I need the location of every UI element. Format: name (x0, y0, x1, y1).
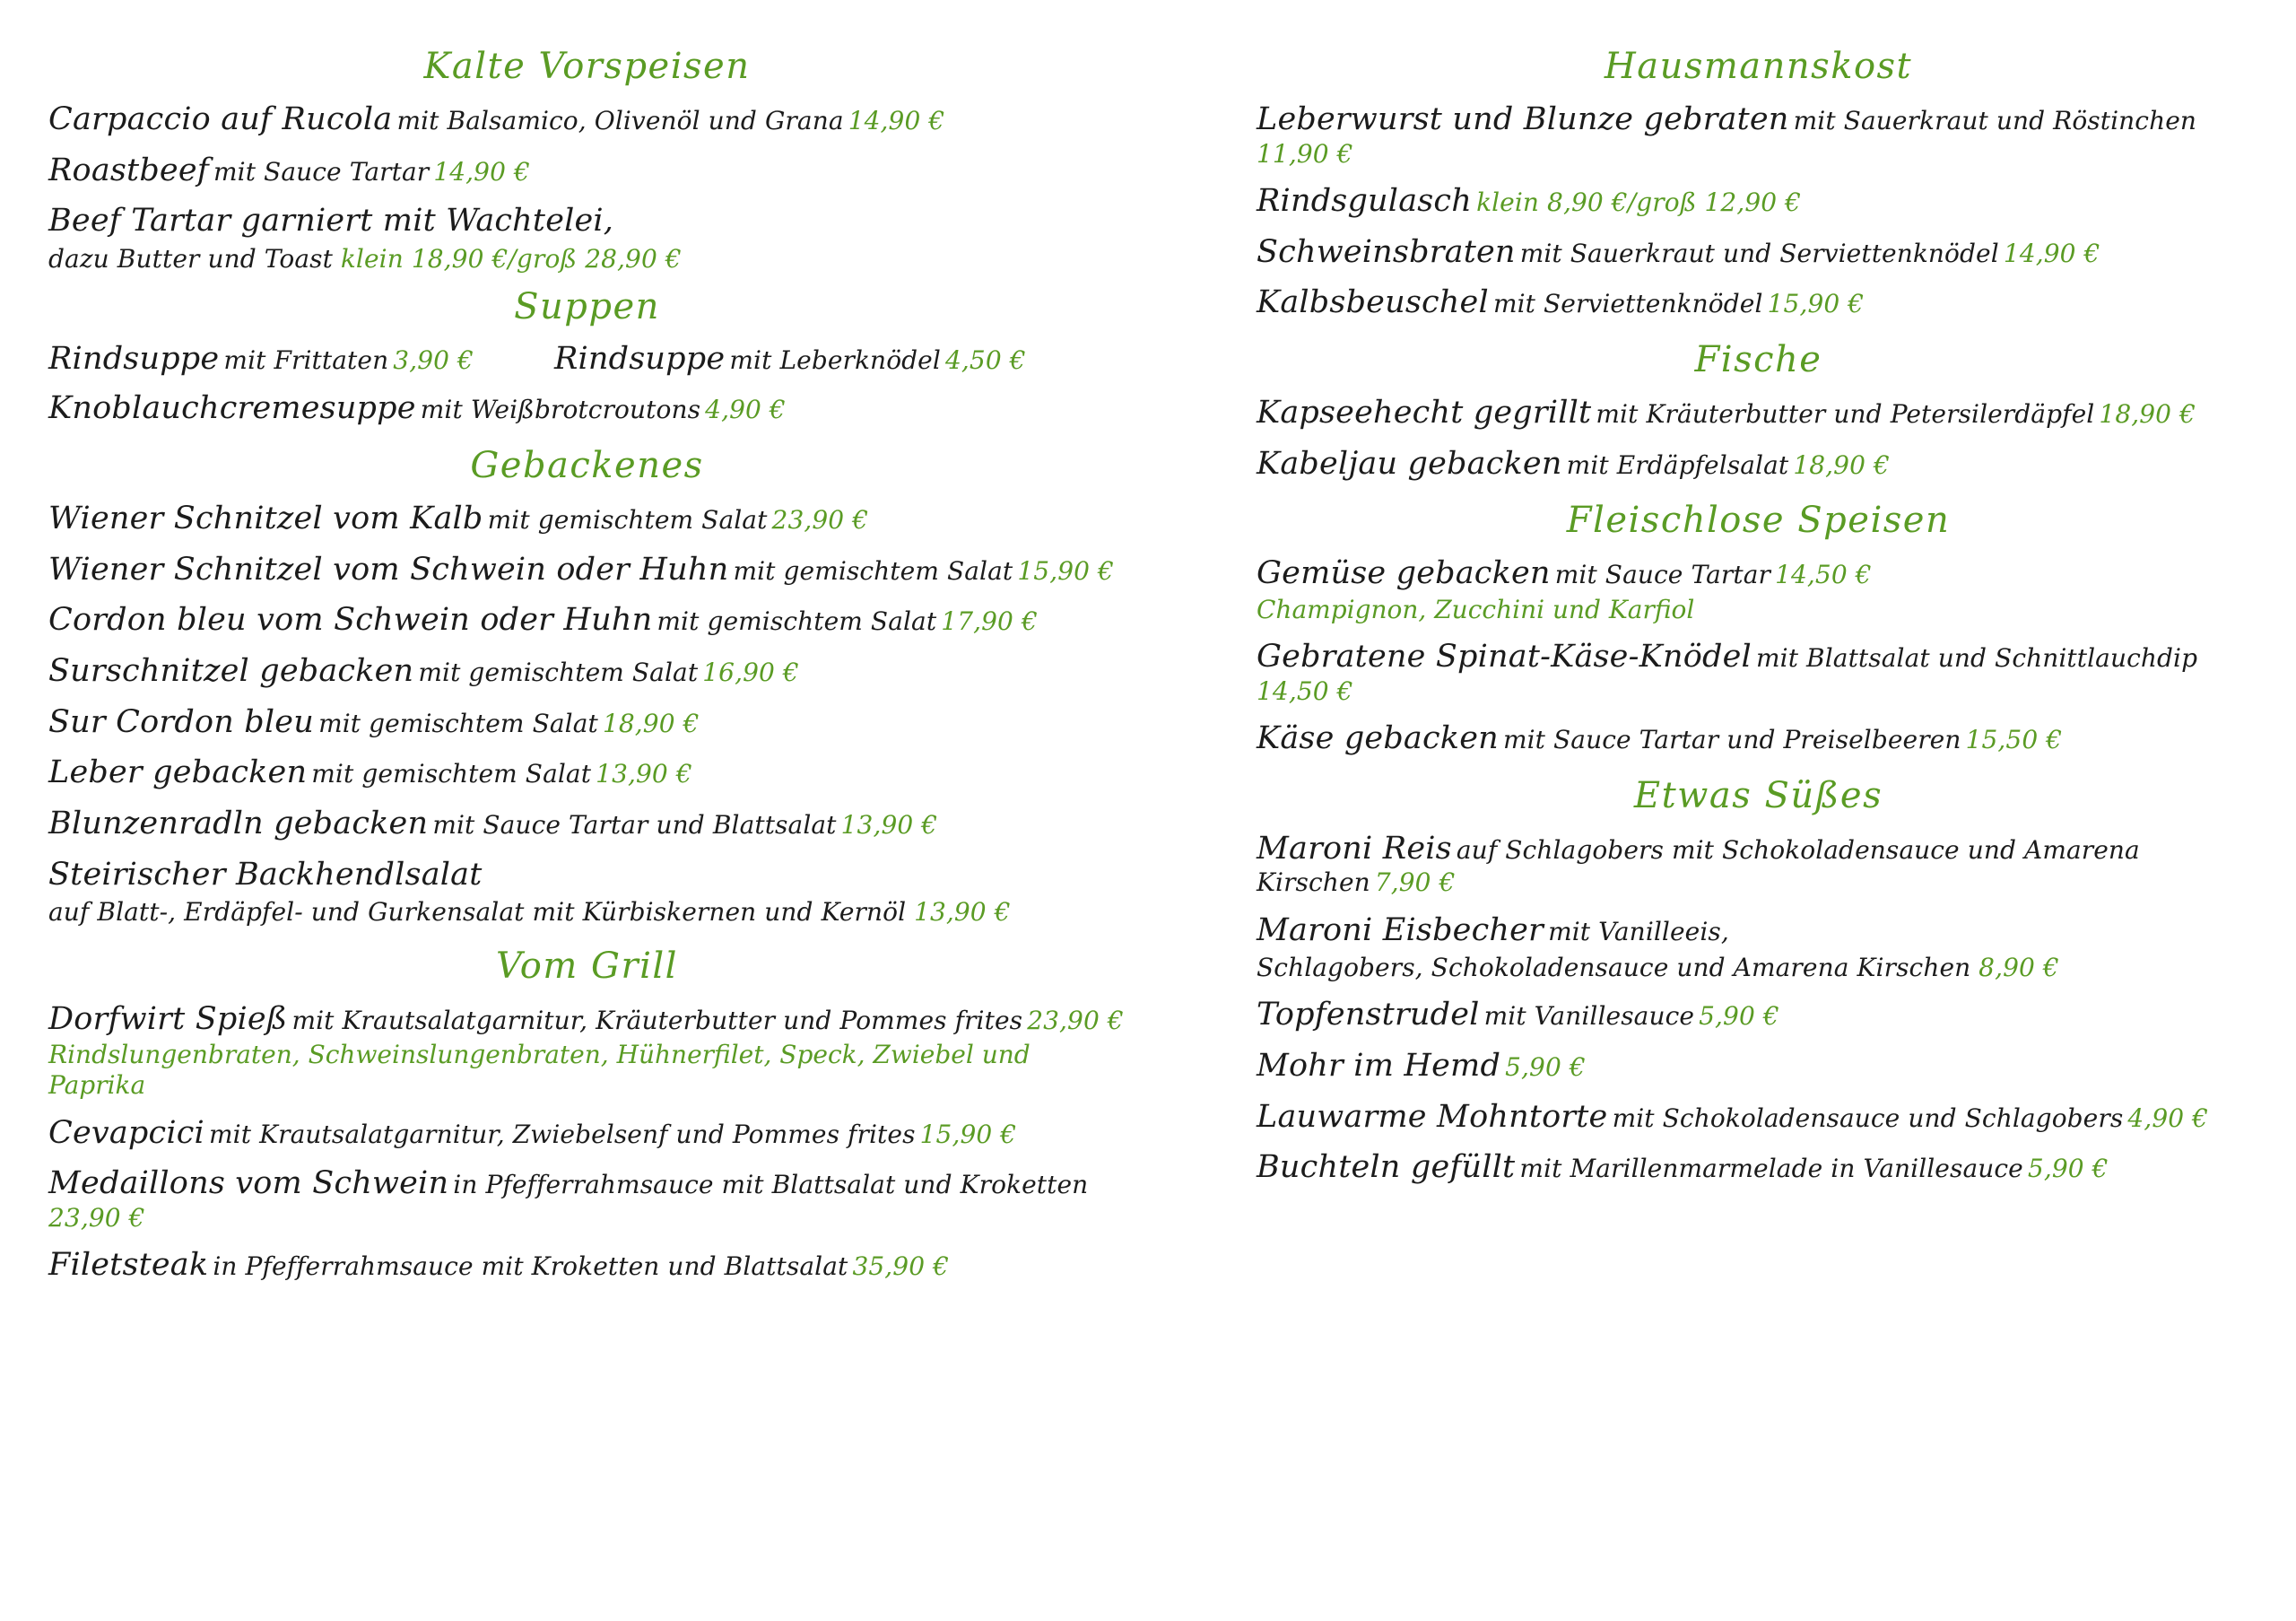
item-name: Maroni Reis (1257, 830, 1452, 867)
item-description: mit Sauce Tartar (213, 156, 430, 187)
section-gebackenes (48, 446, 1126, 928)
item-price: 15,50 € (1965, 724, 2063, 754)
item-name: Mohr im Hemd (1257, 1048, 1501, 1085)
item-description: mit Serviettenknödel (1492, 289, 1763, 319)
item-name: Medaillons vom Schwein (48, 1165, 449, 1202)
item-price: 23,90 € (771, 504, 869, 535)
item-description: mit Vanillesauce (1483, 1001, 1695, 1032)
item-name: Carpaccio auf Rucola (48, 101, 393, 137)
item-price: 35,90 € (852, 1251, 950, 1282)
item-description: auf Blatt-, Erdäpfel- und Gurkensalat mit Kürbiskernen und Kernöl (48, 897, 907, 928)
item-description: mit Krautsalatgarnitur, Kräuterbutter und Pommes frites (291, 1005, 1023, 1035)
item-price: 11,90 € (1257, 138, 1353, 169)
menu-item (48, 341, 474, 377)
item-name: Leberwurst und Blunze gebraten (1257, 101, 1789, 137)
item-description: dazu Butter und Toast (48, 244, 333, 275)
section-hausmannskost (1257, 47, 2260, 322)
item-description: mit Sauce Tartar und Blattsalat (432, 810, 837, 841)
section-suppen (48, 287, 1126, 428)
section-title: Suppen (514, 286, 660, 328)
section-title: Fische (1694, 338, 1822, 380)
item-name: Knoblauchcremesuppe (48, 390, 416, 427)
item-price: 17,90 € (941, 606, 1038, 637)
item-price: 5,90 € (1699, 1001, 1779, 1032)
item-price: 15,90 € (919, 1119, 1017, 1149)
item-description: in Pfefferrahmsauce mit Kroketten und Blattsalat (213, 1251, 848, 1282)
item-description: mit Krautsalatgarnitur, Zwiebelsenf und Pommes frites (209, 1119, 916, 1149)
menu-item (48, 703, 1126, 742)
menu-item (1257, 1047, 2260, 1085)
section-title: Kalte Vorspeisen (423, 46, 751, 87)
item-note: Rindslungenbraten, Schweinslungenbraten, Hühnerfilet, Speck, Zwiebel und Paprika (48, 1040, 1031, 1101)
item-description: mit Marillenmarmelade in Vanillesauce (1519, 1154, 2023, 1184)
item-price: 16,90 € (702, 657, 799, 687)
menu-item (48, 856, 1126, 928)
item-price: 23,90 € (48, 1202, 145, 1233)
section-fleischlose-speisen (1257, 501, 2260, 757)
item-description: mit Kräuterbutter und Petersilerdäpfel (1596, 398, 2095, 429)
item-description: mit gemischtem Salat (657, 606, 937, 637)
menu-item (48, 1246, 1126, 1285)
item-name: Käse gebacken (1257, 719, 1499, 756)
menu-item (1257, 830, 2260, 899)
menu-item (48, 500, 1126, 538)
item-name: Sur Cordon bleu (48, 703, 314, 740)
item-name: Wiener Schnitzel vom Kalb (48, 500, 483, 536)
menu-item (48, 100, 1126, 139)
item-price: klein 8,90 €/groß 12,90 € (1476, 187, 1802, 217)
section-title: Gebackenes (470, 444, 704, 486)
item-price: 13,90 € (914, 897, 1011, 928)
item-name: Roastbeef (48, 152, 209, 188)
menu-item (48, 754, 1126, 792)
item-name: Rindsgulasch (1257, 182, 1472, 219)
menu-item (48, 152, 1126, 190)
item-price: 14,90 € (2003, 238, 2100, 268)
item-price: klein 18,90 €/groß 28,90 € (340, 244, 682, 275)
item-name: Blunzenradln gebacken (48, 806, 429, 842)
item-name: Cordon bleu vom Schwein oder Huhn (48, 602, 653, 639)
item-name: Kapseehecht gegrillt (1257, 394, 1592, 431)
menu-column-left (36, 47, 1126, 1285)
menu-item (48, 652, 1126, 691)
menu-item (1257, 911, 2260, 984)
menu-item (1257, 719, 2260, 758)
menu-item (1257, 182, 2260, 221)
menu-item (1257, 233, 2260, 272)
menu-item (48, 1164, 1126, 1233)
item-price: 5,90 € (1505, 1052, 1586, 1083)
item-name: Kabeljau gebacken (1257, 445, 1562, 482)
menu-item (48, 1114, 1126, 1153)
item-description: mit Vanilleeis, (1548, 916, 1729, 946)
section-title: Etwas Süßes (1633, 774, 1883, 816)
menu-item (48, 1000, 1126, 1102)
item-subline (1257, 953, 2260, 983)
item-name: Schweinsbraten (1257, 233, 1516, 270)
item-price: 3,90 € (393, 345, 474, 376)
item-subline (48, 897, 1126, 928)
section-etwas-suesses (1257, 776, 2260, 1187)
item-description: Schlagobers, Schokoladensauce und Amarena Kirschen (1257, 953, 1971, 983)
item-name: Filetsteak (48, 1247, 209, 1284)
item-price: 14,90 € (848, 106, 945, 135)
item-name: Cevapcici (48, 1114, 204, 1151)
section-kalte-vorspeisen (48, 47, 1126, 275)
menu-item (1257, 394, 2260, 432)
item-price: 18,90 € (2099, 398, 2196, 429)
item-subline (48, 244, 1126, 275)
item-note: Champignon, Zucchini und Karfiol (1257, 594, 1695, 624)
menu-item (1257, 445, 2260, 484)
item-name: Beef Tartar garniert mit Wachtelei, (48, 203, 614, 240)
item-name: Topfenstrudel (1257, 997, 1480, 1033)
menu-item (1257, 554, 2260, 625)
item-price: 13,90 € (840, 810, 938, 841)
item-name: Gemüse gebacken (1257, 555, 1551, 592)
item-description: mit gemischtem Salat (418, 657, 699, 687)
menu-column-right (1170, 47, 2260, 1187)
menu-item-row (48, 341, 1126, 377)
item-price: 13,90 € (596, 759, 692, 789)
item-price: 23,90 € (1027, 1005, 1124, 1035)
item-name: Dorfwirt Spieß (48, 1000, 288, 1037)
item-name: Buchteln gefüllt (1257, 1149, 1516, 1186)
item-price: 15,90 € (1017, 555, 1114, 586)
item-description: mit gemischtem Salat (318, 708, 598, 738)
item-description: mit Sauce Tartar (1554, 560, 1770, 590)
section-fische (1257, 340, 2260, 483)
item-price: 4,90 € (705, 395, 786, 425)
item-name: Kalbsbeuschel (1257, 284, 1489, 321)
item-description: mit gemischtem Salat (487, 504, 768, 535)
section-vom-grill (48, 946, 1126, 1285)
item-description: mit Sauerkraut und Röstinchen (1793, 106, 2197, 135)
menu-item (48, 389, 1126, 428)
item-name: Leber gebacken (48, 754, 308, 791)
item-description: mit gemischtem Salat (311, 759, 592, 789)
item-description: mit Balsamico, Olivenöl und Grana (396, 106, 844, 135)
section-title: Fleischlose Speisen (1566, 500, 1951, 542)
item-price: 5,90 € (2027, 1154, 2109, 1184)
menu-item (48, 601, 1126, 640)
item-price: 8,90 € (1979, 953, 2059, 983)
menu-item (1257, 1098, 2260, 1137)
item-description: mit gemischtem Salat (733, 555, 1013, 586)
item-description: mit Frittaten (223, 345, 389, 376)
item-name: Surschnitzel gebacken (48, 652, 414, 689)
item-price: 7,90 € (1374, 867, 1456, 898)
menu-item (1257, 100, 2260, 170)
item-name: Maroni Eisbecher (1257, 911, 1544, 948)
item-description: mit Sauce Tartar und Preiselbeeren (1502, 724, 1961, 754)
item-description: mit Weißbrotcroutons (420, 395, 701, 425)
item-name: Gebratene Spinat-Käse-Knödel (1257, 639, 1752, 675)
item-description: mit Blattsalat und Schnittlauchdip (1756, 643, 2198, 674)
menu-item (1257, 1148, 2260, 1187)
section-title: Hausmannskost (1604, 46, 1913, 87)
item-name: Lauwarme Mohntorte (1257, 1098, 1608, 1135)
menu-item (48, 805, 1126, 843)
menu-item (48, 202, 1126, 275)
item-description: in Pfefferrahmsauce mit Blattsalat und Kroketten (453, 1170, 1089, 1200)
item-name: Rindsuppe (553, 341, 726, 378)
menu-item (1257, 283, 2260, 322)
item-price: 18,90 € (602, 708, 700, 738)
item-price: 14,90 € (433, 156, 530, 187)
item-name: Steirischer Backhendlsalat (48, 856, 483, 893)
menu-item (48, 551, 1126, 589)
item-price: 4,50 € (945, 345, 1026, 376)
item-price: 18,90 € (1793, 449, 1890, 480)
item-price: 15,90 € (1767, 289, 1865, 319)
section-title: Vom Grill (496, 945, 678, 987)
item-description: mit Erdäpfelsalat (1566, 449, 1789, 480)
item-price: 14,50 € (1257, 675, 1353, 706)
item-name: Wiener Schnitzel vom Schwein oder Huhn (48, 551, 729, 588)
item-price: 4,90 € (2127, 1102, 2209, 1133)
item-price: 14,50 € (1775, 560, 1872, 590)
item-description: auf Schlagobers mit Schokoladensauce und Amarena Kirschen (1257, 834, 2140, 898)
menu-item (554, 341, 1026, 377)
menu-item (1257, 638, 2260, 707)
menu-item (1257, 996, 2260, 1034)
item-name: Rindsuppe (48, 341, 220, 378)
item-description: mit Sauerkraut und Serviettenknödel (1519, 238, 1999, 268)
item-description: mit Schokoladensauce und Schlagobers (1612, 1102, 2124, 1133)
item-description: mit Leberknödel (729, 345, 941, 376)
